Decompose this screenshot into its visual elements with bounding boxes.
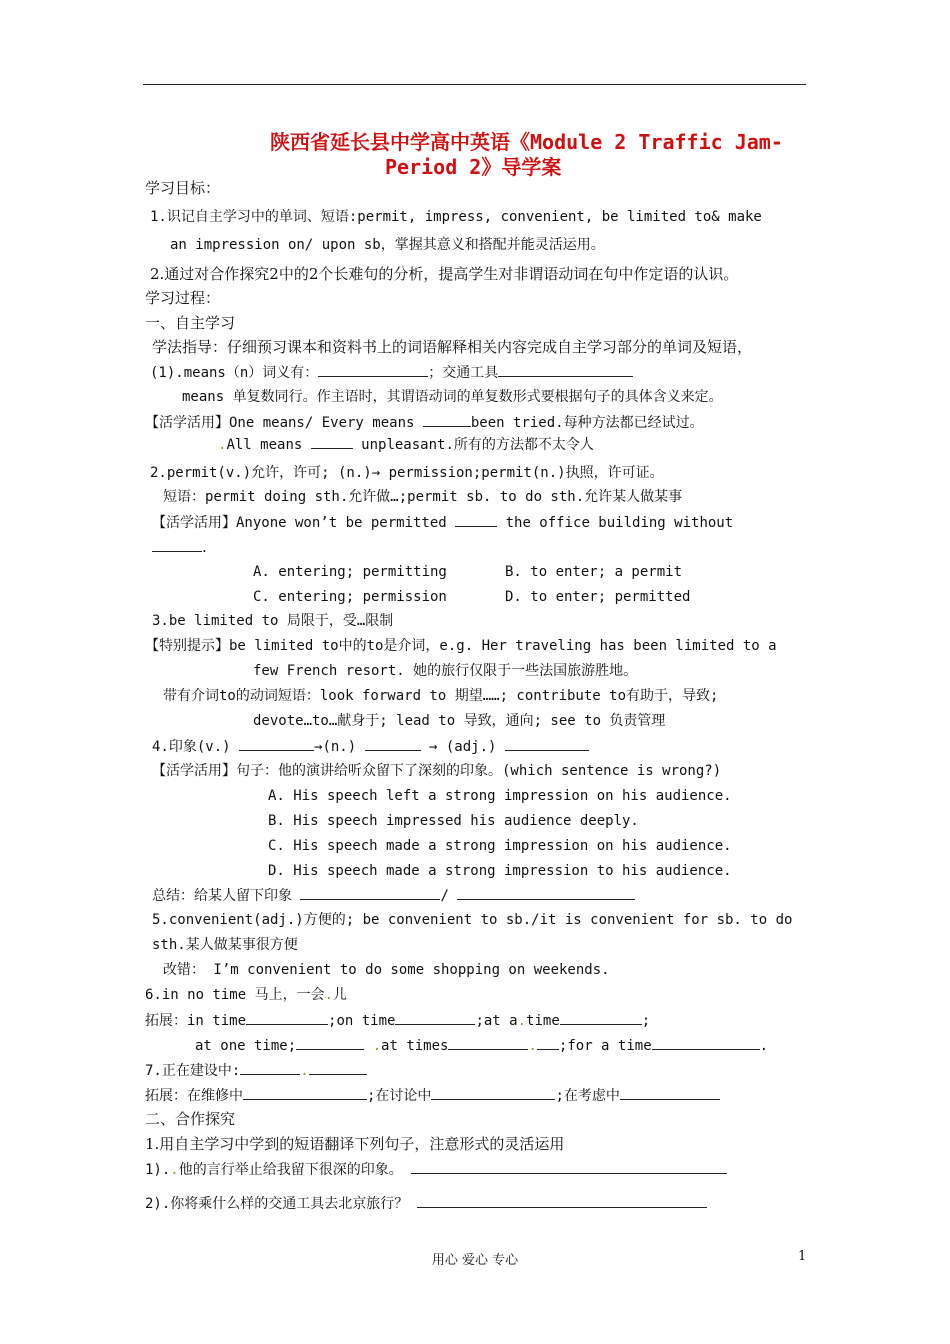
item-7-consideration-label: ;在考虑中 [555, 1088, 620, 1104]
item-6-extension [145, 1010, 650, 1031]
answer-line[interactable] [417, 1193, 707, 1208]
goal-2: 2.通过对合作探究2中的2个长难句的分析，提高学生对非谓语动词在句中作定语的认识。 [150, 265, 739, 283]
item-6-extension-line-2 [195, 1035, 768, 1056]
answer-blank[interactable] [537, 1035, 559, 1050]
study-guide: 学法指导：仔细预习课本和资料书上的词语解释相关内容完成自主学习部分的单词及短语， [152, 338, 753, 356]
item-2-practice-text: 【活学活用】Anyone won’t be permitted [152, 515, 456, 531]
item-7-label: 7.正在建设中: [145, 1063, 241, 1079]
item-1-practice-text-end: been tried.每种方法都已经试过。 [470, 415, 704, 431]
goal-1-line-2: an impression on/ upon sb，掌握其意义和搭配并能灵活运用。 [170, 237, 605, 253]
item-2-definition: 2.permit(v.)允许，许可; (n.)→ permission;permit(n.)执照，许可证。 [150, 465, 664, 481]
answer-blank[interactable] [620, 1085, 720, 1100]
item-6-for-a-time: ;for a time [558, 1038, 652, 1054]
item-3-phrases: 带有介词to的动词短语：look forward to 期望……; contribute to有助于，导致; [163, 688, 719, 704]
item-6-in-time: 拓展：in time [145, 1013, 247, 1029]
item-6-period: . [759, 1038, 769, 1054]
stray-dot: . [324, 987, 334, 1003]
item-6-on-time: ;on time [328, 1013, 396, 1029]
item-7-definition [145, 1060, 367, 1081]
item-3-tip-line-2: few French resort. 她的旅行仅限于一些法国旅游胜地。 [253, 663, 638, 679]
question-1-text: 他的言行举止给我留下很深的印象。 [178, 1162, 403, 1178]
answer-blank[interactable] [239, 736, 314, 751]
answer-blank[interactable] [300, 885, 440, 900]
stray-dot: . [170, 1162, 179, 1178]
answer-blank[interactable] [240, 1060, 300, 1075]
stray-dot: . [218, 437, 227, 453]
page-number: 1 [798, 1249, 807, 1264]
answer-blank[interactable] [457, 885, 635, 900]
stray-dot: . [300, 1063, 309, 1079]
item-1-practice-2 [218, 434, 594, 455]
cooperation-question-2 [145, 1193, 707, 1214]
question-2-text: 2).你将乘什么样的交通工具去北京旅行？ [145, 1196, 409, 1212]
stray-dot: . [372, 1038, 382, 1054]
answer-blank[interactable] [309, 1060, 367, 1075]
item-4-option-a: A. His speech left a strong impression on his audience. [268, 788, 732, 804]
option-a: A. entering; permitting [253, 564, 447, 580]
answer-blank[interactable] [431, 1085, 555, 1100]
page-footer: 用心 爱心 专心 [431, 1253, 519, 1268]
title-line-1: 陕西省延长县中学高中英语《Module 2 Traffic Jam- [270, 130, 783, 154]
answer-blank[interactable] [505, 736, 589, 751]
answer-blank[interactable] [560, 1010, 642, 1025]
question-1-number: 1). [145, 1162, 171, 1178]
item-2-practice [152, 512, 733, 533]
item-5-correction: 改错： I’m convenient to do some shopping on weekends. [163, 962, 610, 978]
cooperation-question-1 [145, 1159, 727, 1180]
item-4-summary [152, 885, 635, 906]
cooperation-instruction: 1.用自主学习中学到的短语翻译下列句子，注意形式的灵活运用 [145, 1135, 565, 1153]
answer-blank[interactable] [152, 537, 202, 552]
item-4-adj-label: → (adj.) [420, 739, 505, 755]
item-2-practice-line-2: . [152, 537, 207, 557]
item-4-verb-label: 4.印象(v.) [152, 739, 240, 755]
answer-blank[interactable] [311, 434, 353, 449]
item-5-definition: 5.convenient(adj.)方便的; be convenient to sb./it is convenient for sb. to do [152, 912, 793, 928]
item-6-at-a: ;at a [475, 1013, 518, 1029]
answer-blank[interactable] [243, 1085, 367, 1100]
item-7-repair-label: 拓展：在维修中 [145, 1088, 243, 1104]
answer-blank[interactable] [423, 412, 471, 427]
answer-blank[interactable] [296, 1035, 364, 1050]
item-4-summary-slash: / [440, 888, 458, 904]
item-6-time: time [526, 1013, 560, 1029]
item-3-tip: 【特别提示】be limited to中的to是介词，e.g. Her traveling has been limited to a [145, 638, 777, 654]
item-4-practice: 【活学活用】句子：他的演讲给听众留下了深刻的印象。(which sentence is wrong?) [152, 763, 722, 779]
option-b: B. to enter; a permit [505, 564, 683, 580]
item-2-phrases: 短语：permit doing sth.允许做…;permit sb. to do sth.允许某人做某事 [163, 489, 683, 505]
option-c: C. entering; permission [253, 589, 447, 605]
item-4-noun-label: →(n.) [314, 739, 365, 755]
answer-line[interactable] [411, 1159, 727, 1174]
answer-blank[interactable] [652, 1035, 760, 1050]
item-1-note: means 单复数同行。作主语时，其谓语动词的单复数形式要根据句子的具体含义来定。 [182, 389, 723, 405]
answer-blank[interactable] [448, 1035, 528, 1050]
item-6-definition [145, 985, 347, 1005]
option-d: D. to enter; permitted [505, 589, 691, 605]
item-6-definition-text: 6.in no time 马上，一会 [145, 987, 325, 1003]
item-1-meaning-label: (1).means（n）词义有： [150, 365, 319, 381]
stray-dot: . [517, 1013, 527, 1029]
item-3-phrases-line-2: devote…to…献身于; lead to 导致，通向; see to 负责管理 [253, 713, 666, 729]
stray-dot: . [528, 1038, 537, 1054]
item-1-practice-2-text: All means [226, 437, 311, 453]
item-3-definition: 3.be limited to 局限于，受…限制 [152, 613, 394, 629]
answer-blank[interactable] [498, 362, 633, 377]
item-6-at-one-time: at one time; [195, 1038, 297, 1054]
item-4-option-c: C. His speech made a strong impression on his audience. [268, 838, 732, 854]
item-4-summary-label: 总结：给某人留下印象 [152, 888, 301, 904]
goals-heading: 学习目标： [145, 179, 221, 197]
item-6-definition-end: 儿 [333, 987, 348, 1003]
item-2-practice-text-end: the office building without [497, 515, 734, 531]
item-1-practice-2-text-end: unpleasant.所有的方法都不太令人 [352, 437, 594, 453]
item-7-discussion-label: ;在讨论中 [367, 1088, 432, 1104]
item-6-semicolon: ; [641, 1013, 651, 1029]
item-4-option-d: D. His speech made a strong impression to his audience. [268, 863, 732, 879]
item-1-practice [145, 412, 704, 433]
answer-blank[interactable] [455, 512, 497, 527]
item-7-extension [145, 1085, 720, 1106]
item-6-at-times: at times [381, 1038, 449, 1054]
section-2-heading: 二、合作探究 [145, 1110, 236, 1128]
item-5-definition-line-2: sth.某人做某事很方便 [152, 937, 298, 953]
item-1-practice-text: 【活学活用】One means/ Every means [145, 415, 423, 431]
section-1-heading: 一、自主学习 [145, 314, 236, 332]
answer-blank[interactable] [365, 736, 421, 751]
title-line-2: Period 2》导学案 [385, 155, 562, 179]
item-1-transport-label: ；交通工具 [428, 365, 499, 381]
answer-blank[interactable] [246, 1010, 328, 1025]
header-rule [143, 84, 806, 85]
item-4-option-b: B. His speech impressed his audience deeply. [268, 813, 639, 829]
goal-1-line-1: 1.识记自主学习中的单词、短语:permit, impress, convenient, be limited to& make [150, 209, 762, 225]
item-4-forms [152, 736, 589, 757]
item-1-meaning [150, 362, 633, 383]
answer-blank[interactable] [318, 362, 428, 377]
process-heading: 学习过程： [145, 289, 221, 307]
answer-blank[interactable] [395, 1010, 475, 1025]
